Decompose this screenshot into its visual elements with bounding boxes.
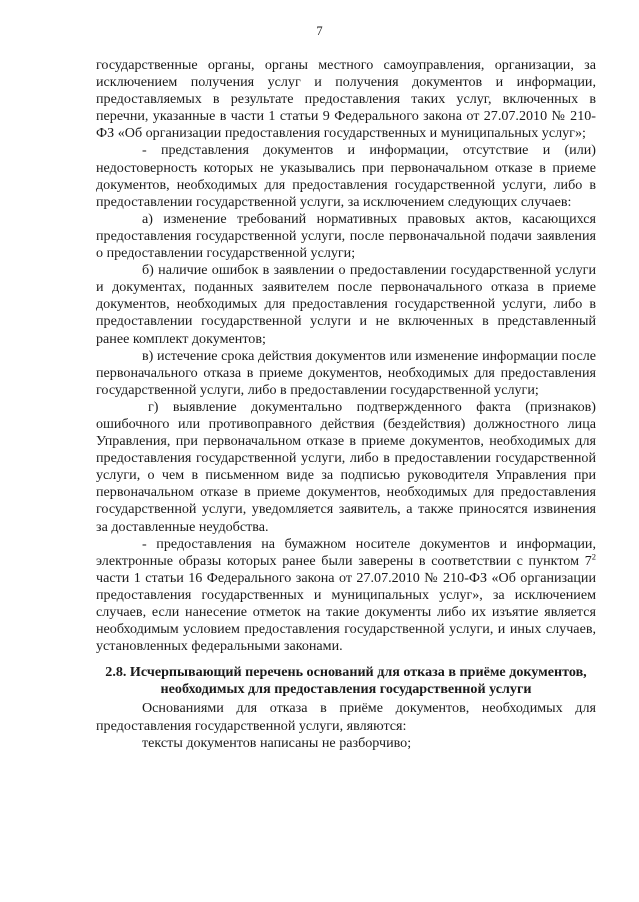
paragraph-paper-documents [96,536,596,656]
paragraph-item-g: г) выявление документально подтвержденного факта (признаков) ошибочного или противоправного действия (бездействия) должностного лица Управления, при первоначальном отказе в приеме документов, необходимых для предоставления государственной услуги, либо в предоставлении государственной услуги, о чем в письменном виде за подписью руководителя Управления при первоначальном отказе в приеме документов, необходимых для предоставления государственной услуги, уведомляется заявитель, а также приносятся извинения за доставленные неудобства. [96,398,596,535]
paragraph-item-v: в) истечение срока действия документов или изменение информации после первоначального отказа в приеме документов, необходимых для предоставления государственной услуги, либо в предоставлении государственной услуги; [96,347,596,398]
page-number: 7 [316,24,323,38]
paragraph-illegible-texts: тексты документов написаны не разборчиво; [142,734,412,751]
superscript-footnote: 2 [591,551,596,562]
paragraph-paper-documents-part1: - предоставления на бумажном носителе документов и информации, электронные образы которых ранее были заверены в соответствии с пунктом 7 [96,535,596,569]
paragraph-item-b: б) наличие ошибок в заявлении о предоставлении государственной услуги и документах, поданных заявителем после первоначального отказа в приеме документов, необходимых для предоставления государственной услуги, либо в предоставлении государственной услуги и не включенных в представленный ранее комплект документов; [96,262,596,347]
section-heading: 2.8. Исчерпывающий перечень оснований для отказа в приёме документов, необходимых для предоставления государственной услуги [105,664,587,698]
document-body [96,57,596,752]
paragraph-grounds-for-refusal: Основаниями для отказа в приёме документов, необходимых для предоставления государственной услуги, являются: [96,700,596,734]
paragraph-item-a: а) изменение требований нормативных правовых актов, касающихся предоставления государственной услуги, после первоначальной подачи заявления о предоставлении государственной услуги; [96,210,596,262]
paragraph-paper-documents-part2: части 1 статьи 16 Федерального закона от 27.07.2010 № 210-ФЗ «Об организации предоставления государственных и муниципальных услуг», за исключением случаев, если нанесение отметок на такие документы либо их изъятие является необходимым условием предоставления государственной услуги, и иных случаев, установленных федеральными законами. [96,569,596,655]
paragraph-documents-not-indicated: - представления документов и информации, отсутствие и (или) недостоверность которых не указывались при первоначальном отказе в приеме документов, необходимых для предоставления государственной услуги, либо в предоставлении государственной услуги, за исключением следующих случаев: [96,142,596,210]
paragraph-organizations: государственные органы, органы местного самоуправления, организации, за исключением получения услуг и получения документов и информации, предоставляемых в результате предоставления таких услуг, включенных в перечни, указанные в части 1 статьи 9 Федерального закона от 27.07.2010 № 210-ФЗ «Об организации предоставления государственных и муниципальных услуг»; [96,57,596,142]
